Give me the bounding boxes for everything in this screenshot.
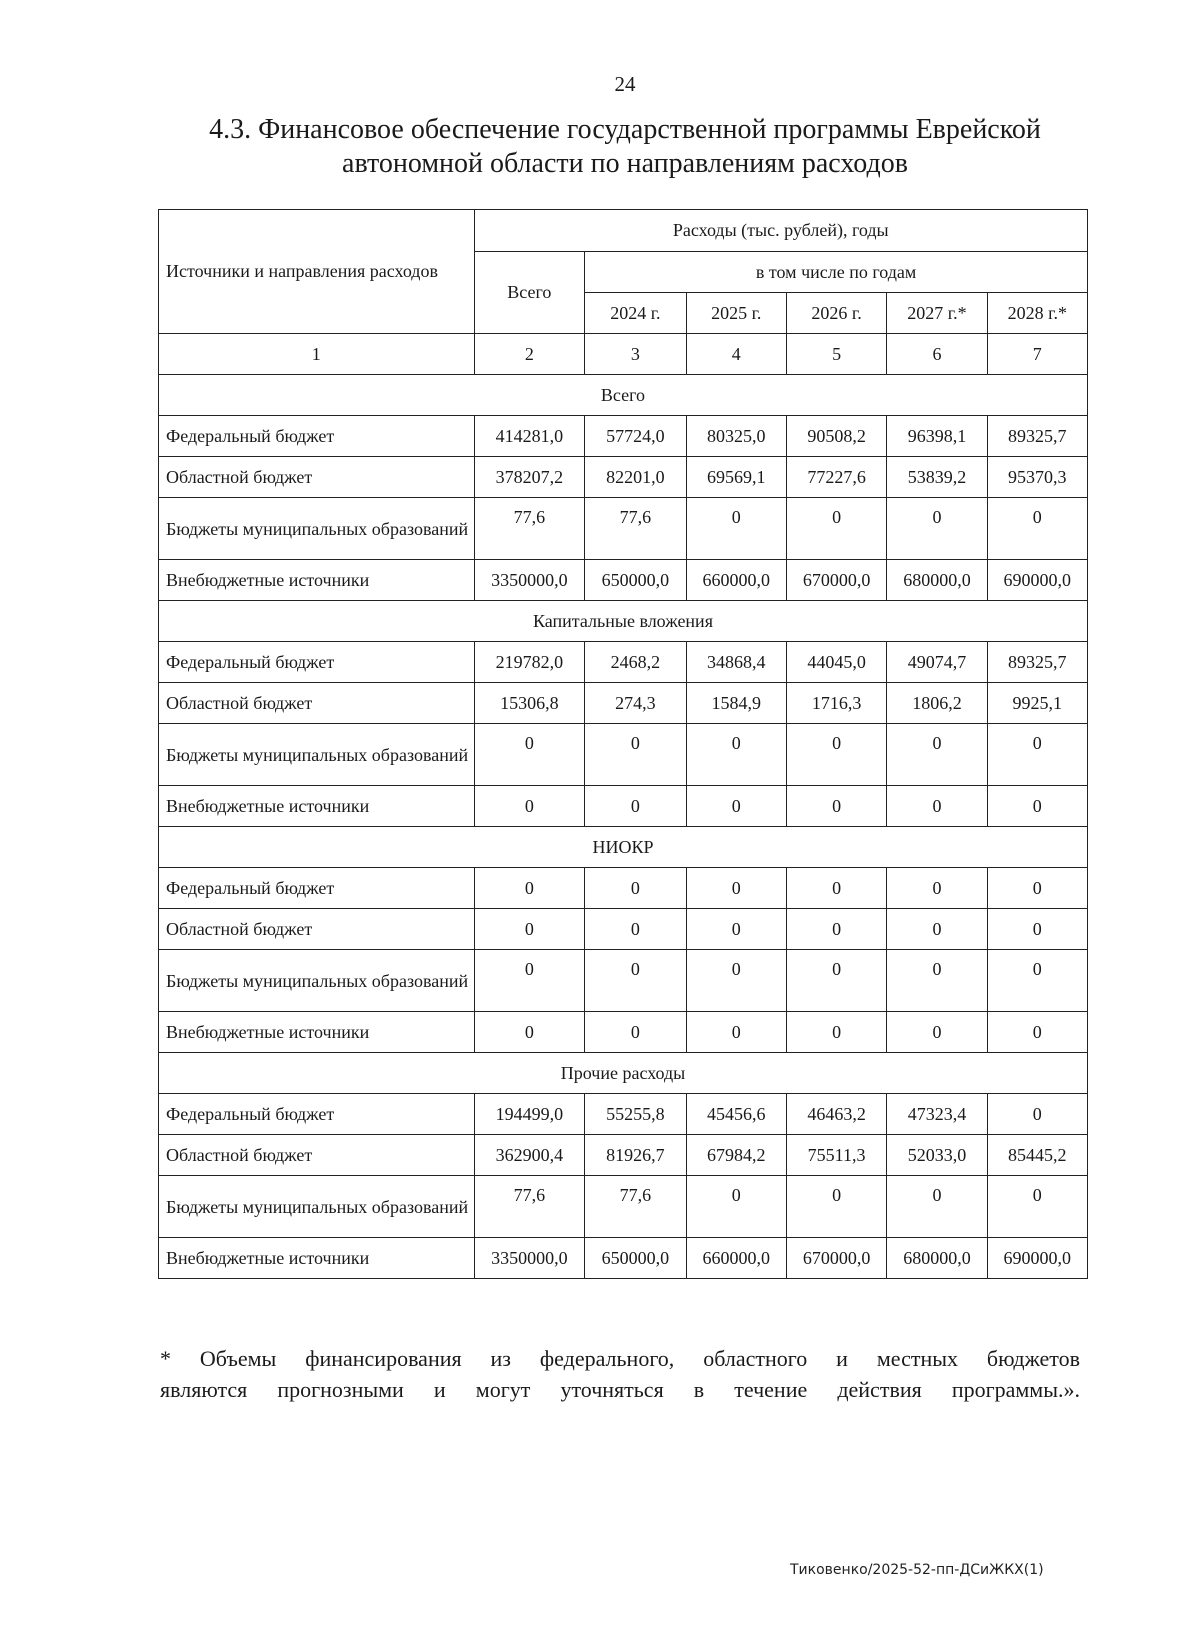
- cell-value: 690000,0: [987, 560, 1087, 601]
- table-row: [159, 724, 1088, 786]
- table-row: [159, 1238, 1088, 1279]
- cell-value: 680000,0: [887, 1238, 987, 1279]
- cell-value: 0: [474, 786, 585, 827]
- cell-value: 34868,4: [686, 642, 786, 683]
- table-row: [159, 950, 1088, 1012]
- header-year: 2026 г.: [786, 293, 886, 334]
- table-row: [159, 1135, 1088, 1176]
- header-total: Всего: [474, 252, 585, 334]
- cell-value: 0: [474, 1012, 585, 1053]
- row-label: Бюджеты муниципальных образований: [159, 950, 475, 1012]
- cell-value: 0: [887, 724, 987, 786]
- cell-value: 49074,7: [887, 642, 987, 683]
- table-row: [159, 560, 1088, 601]
- cell-value: 0: [686, 868, 786, 909]
- cell-value: 670000,0: [786, 560, 886, 601]
- cell-value: 89325,7: [987, 416, 1087, 457]
- cell-value: 0: [686, 786, 786, 827]
- cell-value: 67984,2: [686, 1135, 786, 1176]
- row-label: Областной бюджет: [159, 909, 475, 950]
- cell-value: 0: [987, 868, 1087, 909]
- cell-value: 44045,0: [786, 642, 886, 683]
- cell-value: 0: [786, 724, 886, 786]
- cell-value: 69569,1: [686, 457, 786, 498]
- section-title: Всего: [159, 375, 1088, 416]
- cell-value: 0: [686, 498, 786, 560]
- row-label: Федеральный бюджет: [159, 1094, 475, 1135]
- column-number: 3: [585, 334, 686, 375]
- cell-value: 2468,2: [585, 642, 686, 683]
- cell-value: 0: [474, 950, 585, 1012]
- table-row: [159, 909, 1088, 950]
- cell-value: 219782,0: [474, 642, 585, 683]
- column-number: 6: [887, 334, 987, 375]
- cell-value: 82201,0: [585, 457, 686, 498]
- section-title: НИОКР: [159, 827, 1088, 868]
- column-number: 7: [987, 334, 1087, 375]
- header-year: 2027 г.*: [887, 293, 987, 334]
- footnote-line-1: * Объемы финансирования из федерального, областного и местных бюджетов: [160, 1346, 1080, 1371]
- cell-value: 0: [887, 786, 987, 827]
- cell-value: 0: [786, 909, 886, 950]
- row-label: Бюджеты муниципальных образований: [159, 1176, 475, 1238]
- cell-value: 650000,0: [585, 560, 686, 601]
- row-label: Внебюджетные источники: [159, 1238, 475, 1279]
- cell-value: 0: [987, 1012, 1087, 1053]
- cell-value: 1716,3: [786, 683, 886, 724]
- cell-value: 75511,3: [786, 1135, 886, 1176]
- cell-value: 0: [585, 724, 686, 786]
- cell-value: 0: [987, 724, 1087, 786]
- table-row: [159, 1012, 1088, 1053]
- cell-value: 680000,0: [887, 560, 987, 601]
- cell-value: 670000,0: [786, 1238, 886, 1279]
- cell-value: 3350000,0: [474, 560, 585, 601]
- cell-value: 90508,2: [786, 416, 886, 457]
- title-line-1: 4.3. Финансовое обеспечение государственной программы Еврейской: [209, 114, 1041, 145]
- row-label: Областной бюджет: [159, 457, 475, 498]
- header-year: 2025 г.: [686, 293, 786, 334]
- cell-value: 0: [474, 909, 585, 950]
- cell-value: 0: [585, 909, 686, 950]
- cell-value: 0: [887, 868, 987, 909]
- header-by-years: в том числе по годам: [585, 252, 1088, 293]
- section-header-row: [159, 375, 1088, 416]
- table-row: [159, 1094, 1088, 1135]
- cell-value: 3350000,0: [474, 1238, 585, 1279]
- table-row: [159, 416, 1088, 457]
- cell-value: 0: [585, 868, 686, 909]
- cell-value: 0: [987, 950, 1087, 1012]
- cell-value: 0: [786, 868, 886, 909]
- cell-value: 274,3: [585, 683, 686, 724]
- column-number: 5: [786, 334, 886, 375]
- cell-value: 77,6: [474, 1176, 585, 1238]
- row-label: Федеральный бюджет: [159, 642, 475, 683]
- page-number: 24: [614, 72, 636, 96]
- cell-value: 47323,4: [887, 1094, 987, 1135]
- cell-value: 0: [585, 786, 686, 827]
- cell-value: 0: [786, 1012, 886, 1053]
- row-label: Федеральный бюджет: [159, 416, 475, 457]
- cell-value: 9925,1: [987, 683, 1087, 724]
- row-label: Внебюджетные источники: [159, 1012, 475, 1053]
- cell-value: 378207,2: [474, 457, 585, 498]
- cell-value: 690000,0: [987, 1238, 1087, 1279]
- column-number: 2: [474, 334, 585, 375]
- cell-value: 660000,0: [686, 560, 786, 601]
- cell-value: 0: [585, 1012, 686, 1053]
- cell-value: 0: [887, 950, 987, 1012]
- cell-value: 0: [585, 950, 686, 1012]
- cell-value: 414281,0: [474, 416, 585, 457]
- cell-value: 362900,4: [474, 1135, 585, 1176]
- cell-value: 77,6: [585, 1176, 686, 1238]
- row-label: Бюджеты муниципальных образований: [159, 724, 475, 786]
- cell-value: 53839,2: [887, 457, 987, 498]
- cell-value: 0: [887, 909, 987, 950]
- cell-value: 0: [887, 1176, 987, 1238]
- cell-value: 0: [987, 786, 1087, 827]
- row-label: Областной бюджет: [159, 1135, 475, 1176]
- table-row: [159, 786, 1088, 827]
- cell-value: 0: [987, 909, 1087, 950]
- section-header-row: [159, 1053, 1088, 1094]
- cell-value: 0: [987, 1094, 1087, 1135]
- cell-value: 0: [474, 868, 585, 909]
- table-row: [159, 868, 1088, 909]
- page-title: [150, 113, 1100, 181]
- row-label: Бюджеты муниципальных образований: [159, 498, 475, 560]
- cell-value: 194499,0: [474, 1094, 585, 1135]
- header-year: 2024 г.: [585, 293, 686, 334]
- row-label: Областной бюджет: [159, 683, 475, 724]
- cell-value: 95370,3: [987, 457, 1087, 498]
- section-header-row: [159, 601, 1088, 642]
- cell-value: 0: [887, 1012, 987, 1053]
- footnote-line-2: являются прогнозными и могут уточняться в течение действия программы.».: [160, 1377, 1080, 1402]
- cell-value: 0: [987, 1176, 1087, 1238]
- table-row: [159, 683, 1088, 724]
- cell-value: 46463,2: [786, 1094, 886, 1135]
- column-number: 4: [686, 334, 786, 375]
- section-title: Прочие расходы: [159, 1053, 1088, 1094]
- cell-value: 96398,1: [887, 416, 987, 457]
- header-sources: Источники и направления расходов: [159, 210, 475, 334]
- cell-value: 660000,0: [686, 1238, 786, 1279]
- cell-value: 77227,6: [786, 457, 886, 498]
- cell-value: 0: [786, 950, 886, 1012]
- cell-value: 0: [987, 498, 1087, 560]
- table-row: [159, 498, 1088, 560]
- title-line-2: автономной области по направлениям расходов: [342, 148, 908, 179]
- cell-value: 57724,0: [585, 416, 686, 457]
- table-row: [159, 1176, 1088, 1238]
- row-label: Внебюджетные источники: [159, 786, 475, 827]
- cell-value: 650000,0: [585, 1238, 686, 1279]
- cell-value: 45456,6: [686, 1094, 786, 1135]
- cell-value: 0: [887, 498, 987, 560]
- cell-value: 80325,0: [686, 416, 786, 457]
- cell-value: 1584,9: [686, 683, 786, 724]
- cell-value: 0: [686, 1176, 786, 1238]
- cell-value: 0: [786, 786, 886, 827]
- cell-value: 0: [474, 724, 585, 786]
- cell-value: 81926,7: [585, 1135, 686, 1176]
- table-row: [159, 457, 1088, 498]
- cell-value: 0: [686, 950, 786, 1012]
- cell-value: 89325,7: [987, 642, 1087, 683]
- cell-value: 77,6: [474, 498, 585, 560]
- column-number: 1: [159, 334, 475, 375]
- cell-value: 55255,8: [585, 1094, 686, 1135]
- cell-value: 52033,0: [887, 1135, 987, 1176]
- cell-value: 77,6: [585, 498, 686, 560]
- row-label: Внебюджетные источники: [159, 560, 475, 601]
- section-title: Капитальные вложения: [159, 601, 1088, 642]
- cell-value: 0: [686, 909, 786, 950]
- cell-value: 0: [686, 724, 786, 786]
- cell-value: 85445,2: [987, 1135, 1087, 1176]
- cell-value: 0: [686, 1012, 786, 1053]
- footnote: [160, 1343, 1080, 1405]
- financing-table: [158, 209, 1088, 1279]
- cell-value: 0: [786, 498, 886, 560]
- section-header-row: [159, 827, 1088, 868]
- cell-value: 1806,2: [887, 683, 987, 724]
- cell-value: 0: [786, 1176, 886, 1238]
- header-year: 2028 г.*: [987, 293, 1087, 334]
- header-expenses: Расходы (тыс. рублей), годы: [474, 210, 1087, 252]
- document-signature: Тиковенко/2025-52-пп-ДСиЖКХ(1): [790, 1562, 1044, 1578]
- row-label: Федеральный бюджет: [159, 868, 475, 909]
- cell-value: 15306,8: [474, 683, 585, 724]
- table-row: [159, 642, 1088, 683]
